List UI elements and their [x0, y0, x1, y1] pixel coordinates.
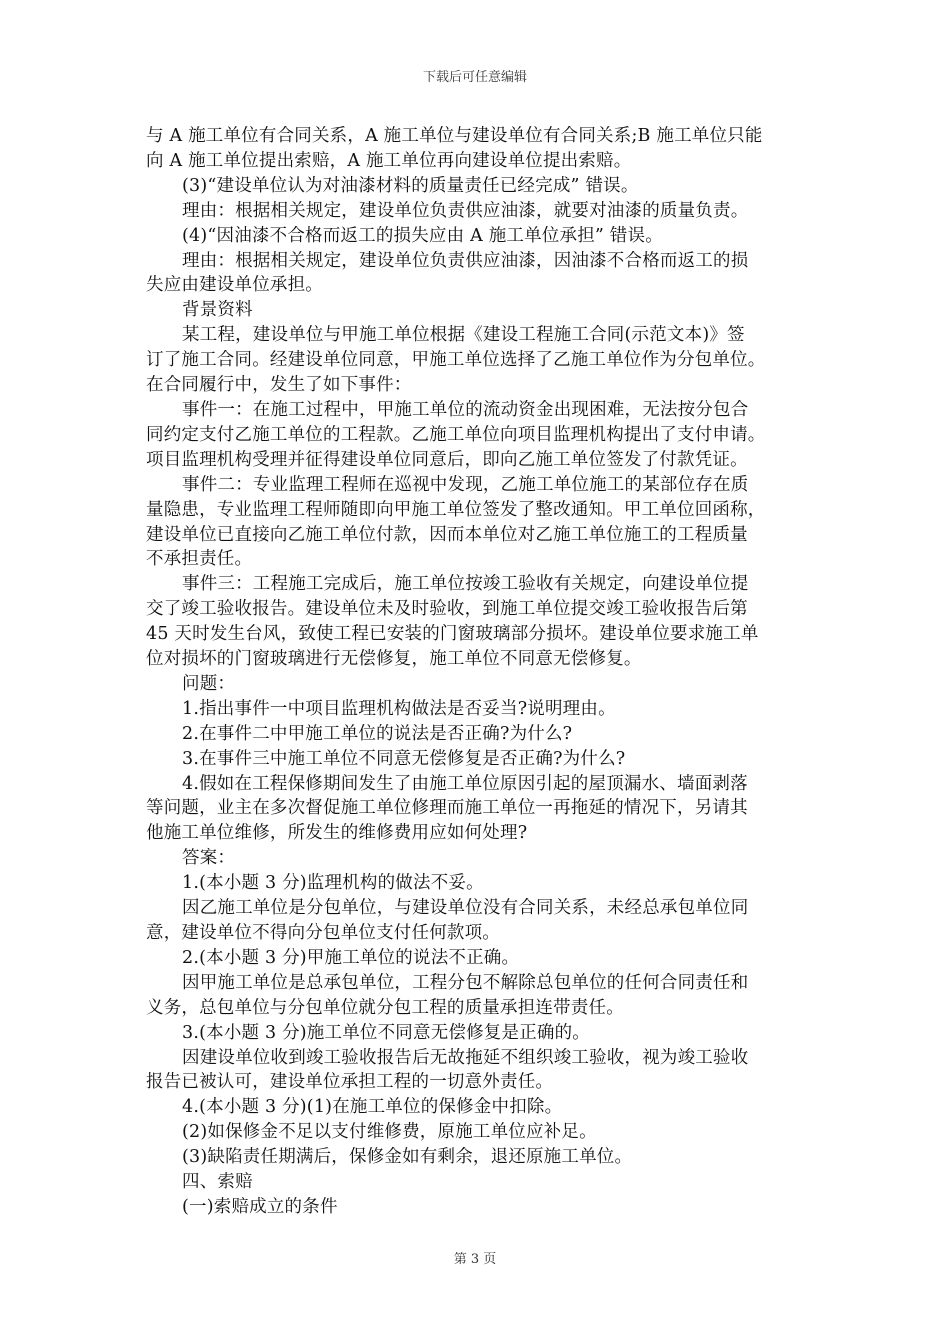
text-line: 报告已被认可，建设单位承担工程的一切意外责任。 — [146, 1072, 554, 1093]
text-line: (4)“因油漆不合格而返工的损失应由 A 施工单位承担” 错误。 — [182, 225, 663, 246]
text-line: 45 天时发生台风，致使工程已安装的门窗玻璃部分损坏。建设单位要求施工单 — [146, 624, 759, 645]
text-line: 1.(本小题 3 分)监理机构的做法不妥。 — [182, 873, 484, 894]
text-line: 向 A 施工单位提出索赔，A 施工单位再向建设单位提出索赔。 — [146, 150, 632, 171]
text-line: 义务，总包单位与分包单位就分包工程的质量承担连带责任。 — [146, 997, 624, 1018]
text-line: 背景资料 — [182, 300, 253, 321]
text-line: 与 A 施工单位有合同关系，A 施工单位与建设单位有合同关系;B 施工单位只能 — [146, 126, 763, 146]
text-line: 项目监理机构受理并征得建设单位同意后，即向乙施工单位签发了付款凭证。 — [146, 449, 748, 470]
text-line: 不承担责任。 — [146, 549, 253, 570]
text-line: 因建设单位收到竣工验收报告后无故拖延不组织竣工验收，视为竣工验收 — [182, 1047, 749, 1068]
text-line: 失应由建设单位承担。 — [146, 275, 323, 296]
text-line: 4.(本小题 3 分)(1)在施工单位的保修金中扣除。 — [182, 1097, 563, 1118]
text-line: (3)“建设单位认为对油漆材料的质量责任已经完成” 错误。 — [182, 175, 639, 196]
text-line: 量隐患，专业监理工程师随即向甲施工单位签发了整改通知。甲工单位回函称， — [146, 499, 766, 520]
text-line: 四、索赔 — [182, 1172, 253, 1193]
text-line: 建设单位已直接向乙施工单位付款，因而本单位对乙施工单位施工的工程质量 — [146, 524, 748, 545]
text-line: 订了施工合同。经建设单位同意，甲施工单位选择了乙施工单位作为分包单位。 — [146, 350, 766, 371]
text-line: 1.指出事件一中项目监理机构做法是否妥当?说明理由。 — [182, 698, 616, 719]
text-line: 位对损坏的门窗玻璃进行无偿修复，施工单位不同意无偿修复。 — [146, 649, 642, 670]
text-line: 3.在事件三中施工单位不同意无偿修复是否正确?为什么? — [182, 748, 626, 769]
text-line: 意，建设单位不得向分包单位支付任何款项。 — [146, 923, 500, 943]
text-line: 答案： — [182, 848, 236, 869]
text-line: 事件一：在施工过程中，甲施工单位的流动资金出现困难，无法按分包合 — [182, 399, 749, 420]
text-line: 理由：根据相关规定，建设单位负责供应油漆，就要对油漆的质量负责。 — [182, 200, 749, 221]
text-line: 因乙施工单位是分包单位，与建设单位没有合同关系，未经总承包单位同 — [182, 898, 749, 919]
text-line: 问题： — [182, 673, 236, 694]
text-line: 2.(本小题 3 分)甲施工单位的说法不正确。 — [182, 947, 520, 968]
document-body — [146, 124, 806, 1220]
text-line: 2.在事件二中甲施工单位的说法是否正确?为什么? — [182, 723, 573, 744]
text-line: 交了竣工验收报告。建设单位未及时验收，到施工单位提交竣工验收报告后第 — [146, 599, 748, 620]
text-line: 同约定支付乙施工单位的工程款。乙施工单位向项目监理机构提出了支付申请。 — [146, 424, 766, 445]
text-line: (3)缺陷责任期满后，保修金如有剩余，退还原施工单位。 — [182, 1147, 633, 1168]
text-line: 等问题，业主在多次督促施工单位修理而施工单位一再拖延的情况下，另请其 — [146, 798, 748, 819]
text-line: (2)如保修金不足以支付维修费，原施工单位应补足。 — [182, 1122, 597, 1143]
text-line: 某工程，建设单位与甲施工单位根据《建设工程施工合同(示范文本)》签 — [182, 325, 745, 346]
text-line: (一)索赔成立的条件 — [182, 1196, 338, 1217]
text-line: 4.假如在工程保修期间发生了由施工单位原因引起的屋顶漏水、墙面剥落 — [182, 773, 748, 794]
text-line: 3.(本小题 3 分)施工单位不同意无偿修复是正确的。 — [182, 1022, 591, 1043]
text-line: 事件三：工程施工完成后，施工单位按竣工验收有关规定，向建设单位提 — [182, 574, 749, 595]
text-line: 事件二：专业监理工程师在巡视中发现，乙施工单位施工的某部位存在质 — [182, 474, 749, 495]
page-header: 下载后可任意编辑 — [422, 70, 527, 85]
text-line: 他施工单位维修，所发生的维修费用应如何处理? — [146, 823, 528, 844]
text-line: 因甲施工单位是总承包单位，工程分包不解除总包单位的任何合同责任和 — [182, 972, 749, 993]
text-line: 理由：根据相关规定，建设单位负责供应油漆，因油漆不合格而返工的损 — [182, 250, 749, 271]
text-line: 在合同履行中，发生了如下事件： — [146, 375, 412, 396]
page-number: 第 3 页 — [453, 1252, 497, 1267]
